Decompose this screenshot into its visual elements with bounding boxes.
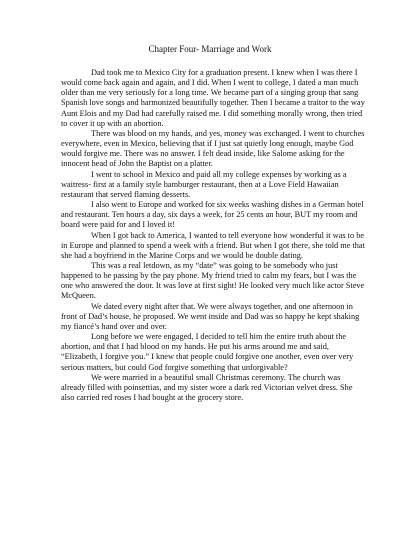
chapter-title: Chapter Four- Marriage and Work <box>148 44 272 54</box>
paragraph: We dated every night after that. We were always together, and one afternoon in front of Dad’s house, he proposed. We went inside and Dad was so happy he kept shaking my fiancé’s hand over and over. <box>61 301 360 331</box>
paragraph: When I got back to America, I wanted to tell everyone how wonderful it was to be in Europe and planned to spend a week with a friend. But when I got there, she told me that she had a boyfriend in the Marine Corps and we would be double dating. <box>61 230 365 260</box>
paragraph: Long before we were engaged, I decided to tell him the entire truth about the abortion, and that I had blood on my hands. He put his arms around me and said, “Elizabeth, I forgive you.” I knew that people could forgive one another, even over very serious matters, but could God forgive something that unforgivable? <box>61 332 354 372</box>
chapter-body <box>61 68 365 403</box>
paragraph: I went to school in Mexico and paid all my college expenses by working as a waitress- first at a family style hamburger restaurant, then at a Love Field Hawaiian restaurant that served flaming desserts. <box>61 169 347 199</box>
paragraph: This was a real letdown, as my “date” was going to be somebody who just happened to be passing by the pay phone. My friend tried to calm my fears, but I was the one who answered the door. It was love at first sight! He looked very much like actor Steve McQueen. <box>61 260 365 301</box>
paragraph: I also went to Europe and worked for six weeks washing dishes in a German hotel and restaurant. Ten hours a day, six days a week, for 25 cents an hour, BUT my room and board were paid for and I loved it! <box>61 200 364 230</box>
paragraph: There was blood on my hands, and yes, money was exchanged. I went to churches everywhere, even in Mexico, believing that if I just sat quietly long enough, maybe God would forgive me. There was no answer. I felt dead inside, like Salome asking for the innocent head of John the Baptist on a platter. <box>61 128 365 169</box>
paragraph: Dad took me to Mexico City for a graduation present. I knew when I was there I would come back again and again, and I did. When I went to college, I dated a man much older than me very seriously for a long time. We became part of a singing group that sang Spanish love songs and harmonized beautifully together. Then I became a traitor to the way Aunt Elois and my Dad had carefully raised me. I did something morally wrong, then tried to cover it up with an abortion. <box>61 68 365 128</box>
paragraph: We were married in a beautiful small Christmas ceremony. The church was already filled with poinsettias, and my sister wore a dark red Victorian velvet dress. She also carried red roses I had bought at the grocery store. <box>61 372 353 402</box>
